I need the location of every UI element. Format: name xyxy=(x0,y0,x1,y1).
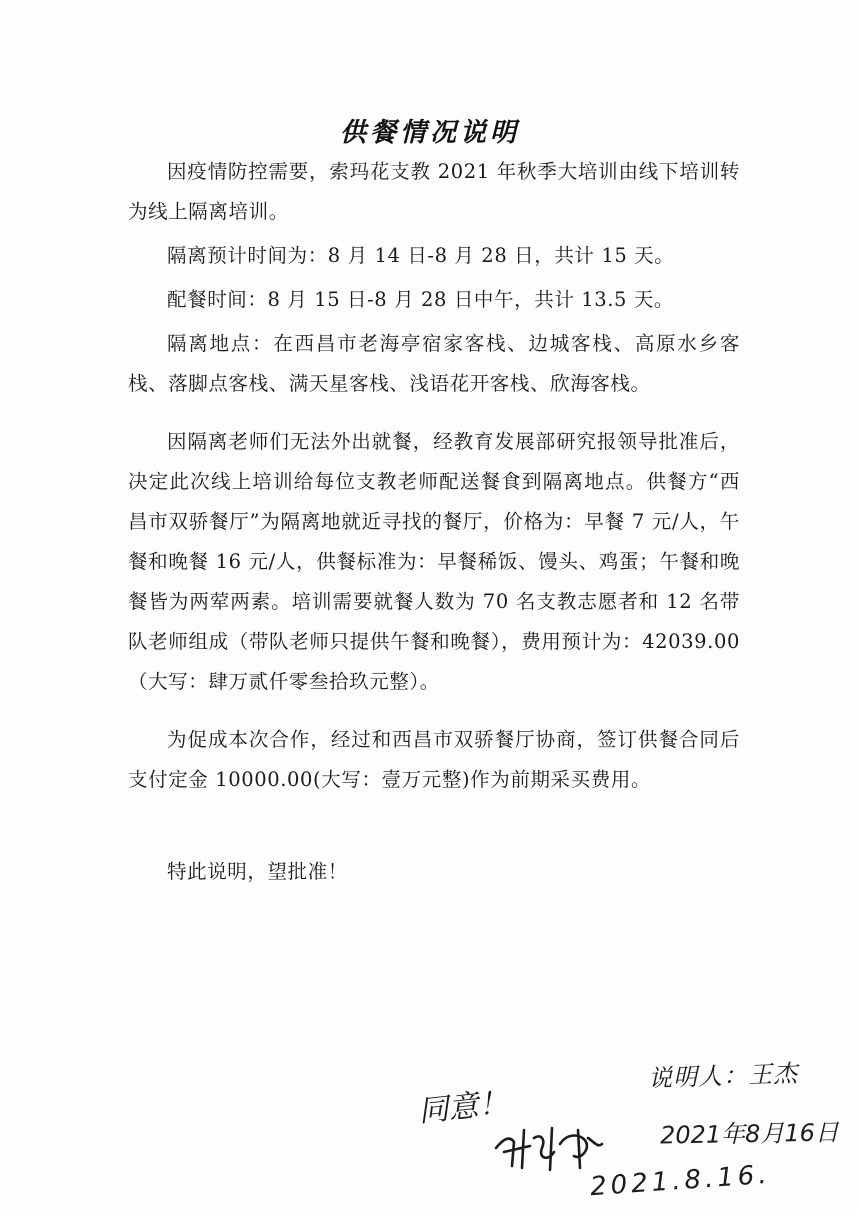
document-body xyxy=(128,152,740,896)
paragraph-meal-period: 配餐时间：8 月 15 日-8 月 28 日中午，共计 13.5 天。 xyxy=(167,288,675,311)
handwritten-explainer-date: 2021年8月16日 xyxy=(659,1118,840,1150)
handwritten-approval: 同意！ xyxy=(416,1085,510,1130)
document-title: 供餐情况说明 xyxy=(339,118,520,148)
paragraph-isolation-period: 隔离预计时间为：8 月 14 日-8 月 28 日，共计 15 天。 xyxy=(167,244,675,267)
handwritten-explainer: 说明人：王杰 xyxy=(647,1059,799,1093)
approver-signature xyxy=(490,1108,610,1178)
handwritten-approval-date: 2021.8.16. xyxy=(589,1159,772,1203)
paragraph-deposit: 为促成本次合作，经过和西昌市双骄餐厅协商，签订供餐合同后支付定金 10000.00(大写：壹万元整)作为前期采买费用。 xyxy=(128,728,740,791)
closing-line: 特此说明，望批准！ xyxy=(167,860,348,883)
paragraph-isolation-location: 隔离地点：在西昌市老海亭宿家客栈、边城客栈、高原水乡客栈、落脚点客栈、满天星客栈、浅语花开客栈、欣海客栈。 xyxy=(128,332,740,395)
paragraph-intro: 因疫情防控需要，索玛花支教 2021 年秋季大培训由线下培训转为线上隔离培训。 xyxy=(128,160,740,223)
paragraph-meal-details: 因隔离老师们无法外出就餐，经教育发展部研究报领导批准后，决定此次线上培训给每位支教老师配送餐食到隔离地点。供餐方“西昌市双骄餐厅”为隔离地就近寻找的餐厅，价格为：早餐 7 元/人，午餐和晚餐 16 元/人，供餐标准为：早餐稀饭、馒头、鸡蛋；午餐和晚餐皆为两荤两素。培训需要就餐人数为 70 名支教志愿者和 12 名带队老师组成（带队老师只提供午餐和晚餐），费用预计为：42039.00（大写：肆万贰仟零叁拾玖元整）。 xyxy=(128,430,740,693)
